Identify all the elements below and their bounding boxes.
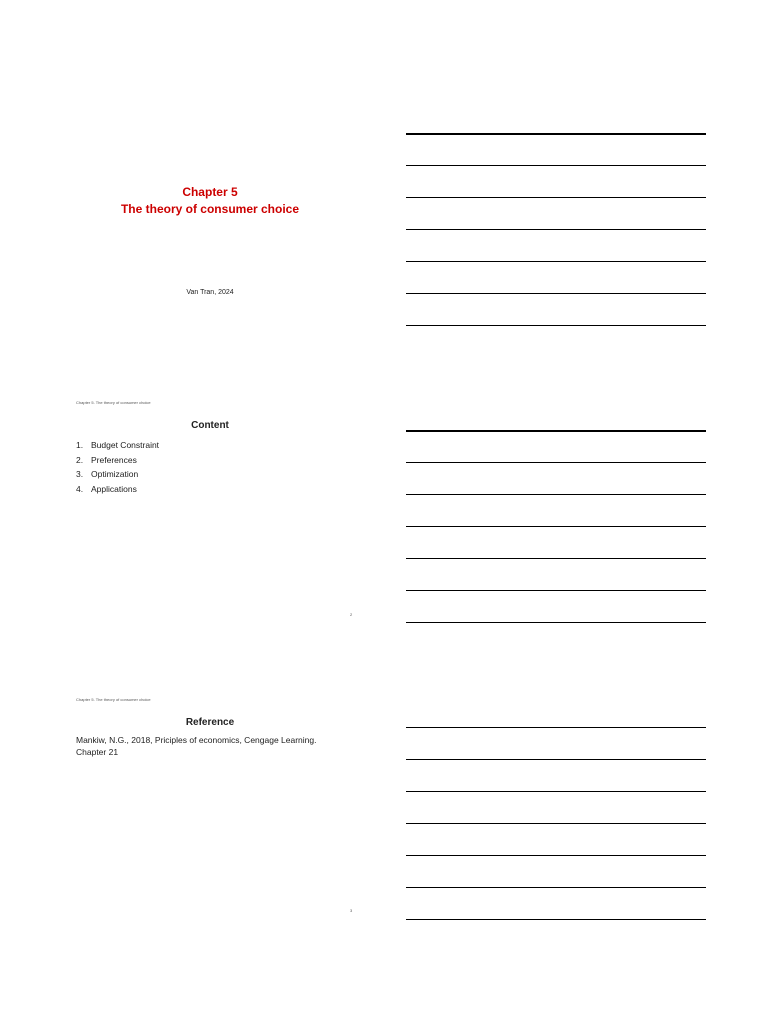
item-number: 4. <box>76 483 84 494</box>
list-item <box>76 467 159 482</box>
list-item <box>76 438 159 453</box>
note-line <box>406 759 706 791</box>
item-label: Optimization <box>91 469 139 479</box>
item-label: Preferences <box>91 454 137 465</box>
note-line <box>406 229 706 261</box>
item-label: Budget Constraint <box>91 440 160 450</box>
note-line <box>406 919 706 920</box>
page-number: 2 <box>350 612 353 617</box>
chapter-title: Chapter 5 <box>182 185 238 199</box>
item-number: 1. <box>76 440 84 450</box>
chapter-subtitle: The theory of consumer choice <box>120 202 300 216</box>
note-line <box>406 887 706 919</box>
running-header: Chapter 5. The theory of consumer choice <box>76 697 151 702</box>
note-line <box>406 494 706 526</box>
note-line <box>406 197 706 229</box>
slide-1-title <box>70 130 360 350</box>
notes-lines-3 <box>406 727 706 920</box>
item-label: Applications <box>91 483 137 494</box>
note-line <box>406 791 706 823</box>
list-item <box>76 482 159 497</box>
note-line <box>406 622 706 623</box>
note-line <box>406 558 706 590</box>
running-header: Chapter 5. The theory of consumer choice <box>76 400 151 405</box>
slide-title <box>70 184 350 218</box>
note-line <box>406 293 706 325</box>
note-line <box>406 325 706 326</box>
note-line <box>406 590 706 622</box>
note-line <box>406 133 706 165</box>
note-line <box>406 727 706 759</box>
page-number: 3 <box>350 908 353 913</box>
notes-lines-1 <box>406 133 706 326</box>
note-line <box>406 823 706 855</box>
item-number: 2. <box>76 454 84 465</box>
note-line <box>406 855 706 887</box>
reference-text: Mankiw, N.G., 2018, Priciples of economics, Cengage Learning. Chapter 21 <box>76 735 317 757</box>
note-line <box>406 165 706 197</box>
note-line <box>406 462 706 494</box>
notes-lines-2 <box>406 430 706 623</box>
content-list <box>76 438 159 496</box>
slide-3-reference <box>70 697 360 917</box>
item-number: 3. <box>76 469 84 479</box>
note-line <box>406 526 706 558</box>
list-item <box>76 453 159 468</box>
slide-heading: Content <box>191 420 229 431</box>
note-line <box>406 430 706 462</box>
slide-2-content <box>70 400 360 620</box>
author-line: Van Tran, 2024 <box>186 289 234 296</box>
slide-heading: Reference <box>185 717 235 728</box>
note-line <box>406 261 706 293</box>
